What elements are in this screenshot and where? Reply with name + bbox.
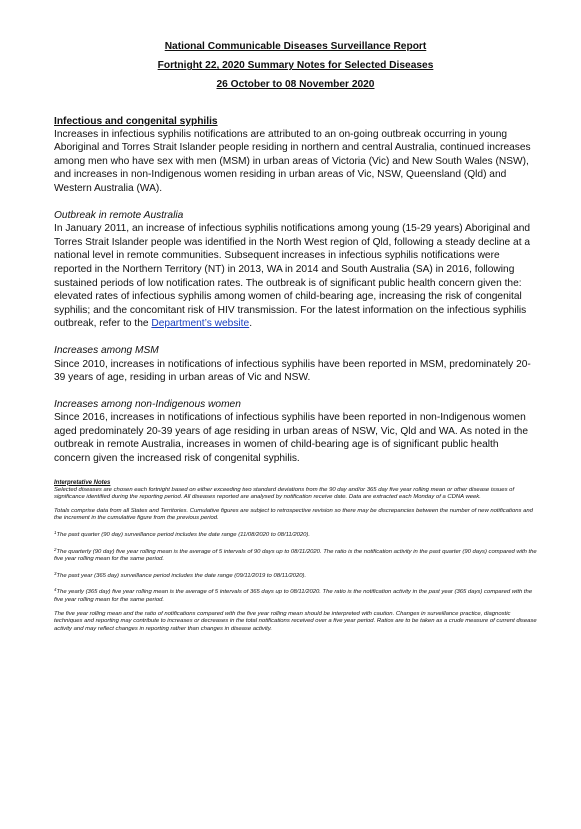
section-title: Infectious and congenital syphilis <box>54 115 218 127</box>
msm-paragraph: Since 2010, increases in notifications of infectious syphilis have been reported in MSM, predominately 20-39 years of age, residing in urban areas of Vic and NSW. <box>54 358 531 384</box>
outbreak-text: In January 2011, an increase of infectious syphilis notifications among young (15-29 years) Aboriginal and Torres Strait Islander people was identified in the North West region of Qld, following a steady decline at a national level in remote communities. Subsequent increases in infectious syphilis notifications were reported in the Northern Territory (NT) in 2013, WA in 2014 and South Australia (SA) in 2016, following sustained periods of low notification rates. The outbreak is of significant public health concern given the: elevated rates of infectious syphilis among women of child-bearing age, increasing the risk of congenital syphilis; and the concomitant risk of HIV transmission. For the latest information on the infectious syphilis outbreak, refer to the <box>54 223 531 330</box>
note-selection: Selected diseases are chosen each fortnight based on either exceeding two standard deviations from the 90 day and/or 365 day five year rolling mean or other disease issues of significance identified during the reporting period. All diseases reported are analysed by notification receive date. Data are extracted each Monday of a CDNA week. <box>54 486 515 501</box>
women-heading: Increases among non-Indigenous women <box>54 398 241 410</box>
notes-title: Interpretative Notes <box>54 479 111 486</box>
footnote-marker: 1 <box>54 530 57 536</box>
footnote-marker: 3 <box>54 570 57 576</box>
section-intro: Increases in infectious syphilis notifications are attributed to an on-going outbreak occurring in young Aboriginal and Torres Strait Islander people residing in northern and central Australia, continued increases among men who have sex with men (MSM) in urban areas of Victoria (Vic) and New South Wales (NSW), and increases in non-Indigenous women residing in urban areas of Vic, NSW, Queensland (Qld) and Western Australia (WA). <box>54 128 531 194</box>
report-subtitle: Fortnight 22, 2020 Summary Notes for Selected Diseases <box>157 60 434 72</box>
footnote-marker: 2 <box>54 546 57 552</box>
women-paragraph: Since 2016, increases in notifications of infectious syphilis have been reported in non-Indigenous women aged predominately 20-39 years of age residing in urban areas of NSW, Vic, Qld and WA. As noted in the outbreak in remote Australia, increases in women of child-bearing age is of significant public health concern given the increased risk of congenital syphilis. <box>54 412 528 465</box>
note-totals: Totals comprise data from all States and Territories. Cumulative figures are subject to retrospective revision so there may be discrepancies between the number of new notifications and the increment in the cumulative figure from the previous period. <box>54 507 533 522</box>
report-title: National Communicable Diseases Surveillance Report <box>164 41 427 52</box>
report-date-range: 26 October to 08 November 2020 <box>216 79 375 91</box>
outbreak-paragraph <box>54 222 537 331</box>
note-year-period: $^3$The past year (365 day) surveillance period includes the date range (09/11/2019 to 08/11/2020). <box>54 570 307 579</box>
note-year-mean: $^4$The yearly (365 day) five year rolling mean is the average of 5 intervals of 365 days up to 08/11/2020. The ratio is the notification activity in the past year (365 days) compared with the five year rolling mean for the same period. <box>54 587 533 604</box>
note-quarter-mean: $^2$The quarterly (90 day) five year rolling mean is the average of 5 intervals of 90 days up to 08/11/2020. The ratio is the notification activity in the past quarter (90 days) compared with the five year rolling mean for the same period. <box>54 546 537 563</box>
department-website-link[interactable]: Department’s website <box>151 318 250 330</box>
outbreak-heading: Outbreak in remote Australia <box>54 209 184 221</box>
footnote-marker: 4 <box>54 587 57 593</box>
note-caution: The five year rolling mean and the ratio of notifications compared with the five year rolling mean should be interpreted with caution. Changes in surveillance practice, diagnostic techniques and reporting may contribute to increases or decreases in the total notifications received over a five year period. Ratios are to be taken as a crude measure of current disease activity and may reflect changes in reporting rather than changes in disease activity. <box>54 610 537 632</box>
msm-heading: Increases among MSM <box>54 344 159 356</box>
note-quarter-period: $^1$The past quarter (90 day) surveillance period includes the date range (11/08/2020 to 08/11/2020). <box>54 530 311 539</box>
outbreak-end: . <box>249 318 253 330</box>
